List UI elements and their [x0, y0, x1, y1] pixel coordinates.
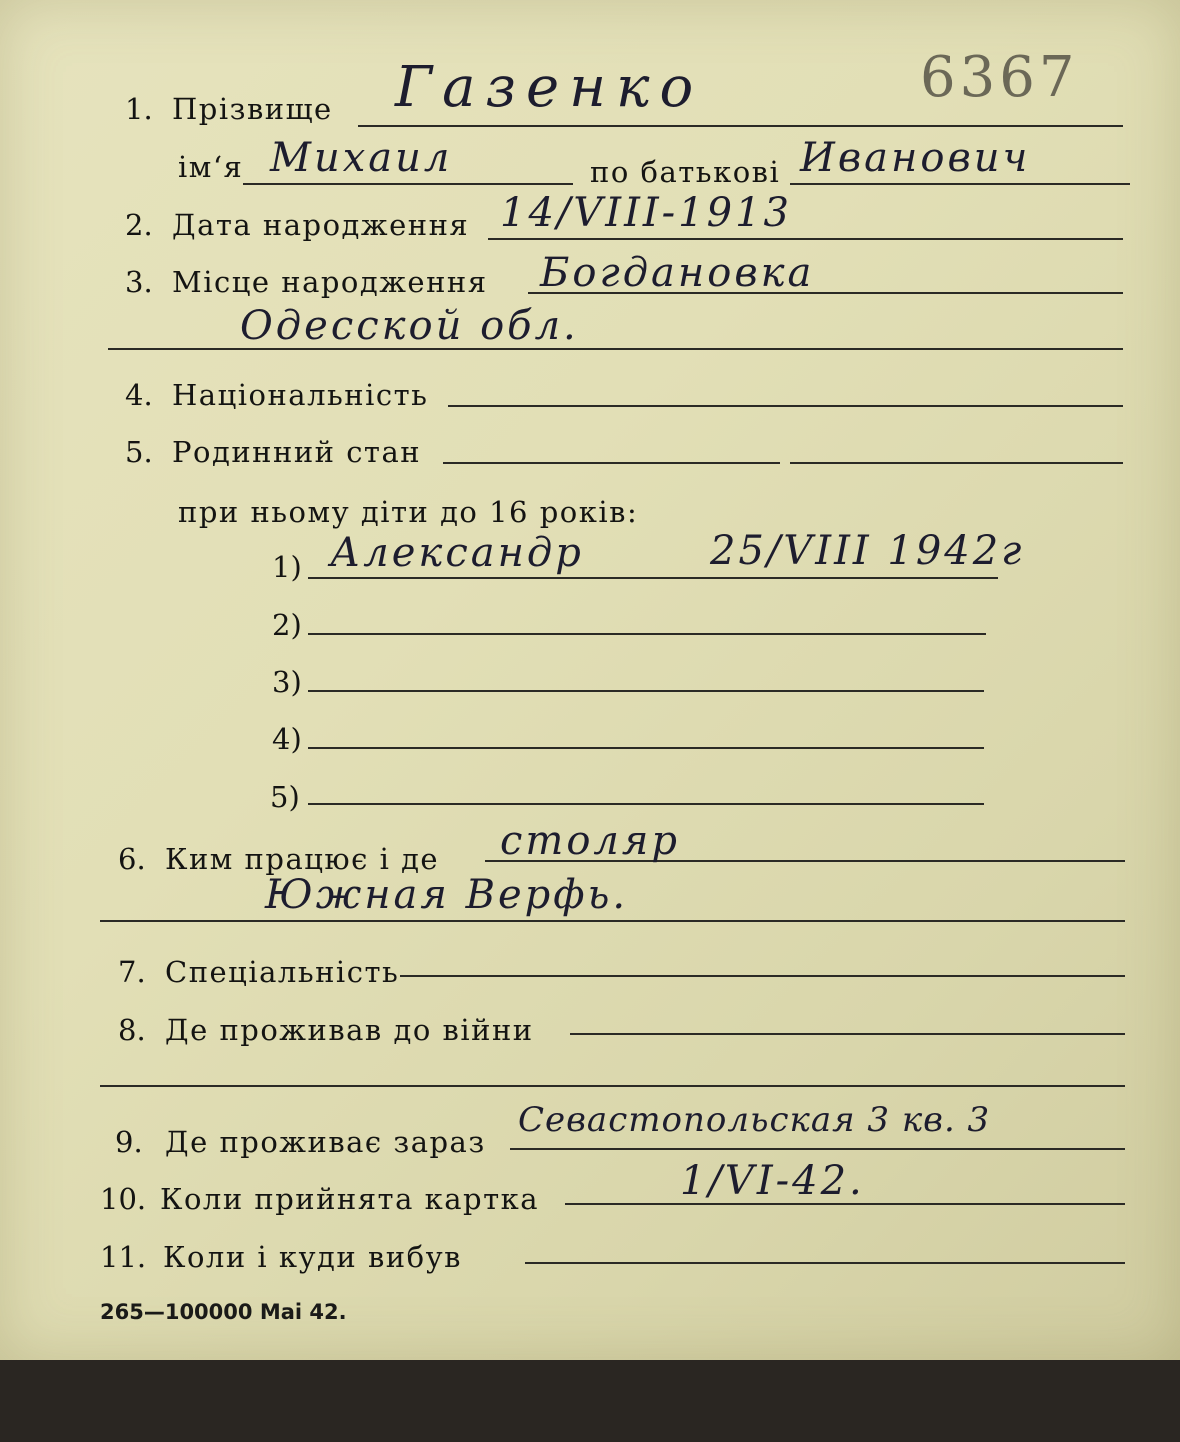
card-accepted-label: Коли прийнята картка: [160, 1182, 540, 1216]
card-accepted-value: 1/VI-42.: [680, 1158, 865, 1204]
prewar-residence-line: [570, 1033, 1125, 1035]
prewar-residence-label: Де проживав до війни: [165, 1013, 534, 1047]
family-status-label: Родинний стан: [172, 435, 422, 469]
birth-place-value: Богдановка: [540, 250, 815, 296]
first-name-value: Михаил: [270, 135, 453, 181]
field-3-number: 3.: [125, 265, 153, 299]
field-5-number: 5.: [125, 435, 153, 469]
field-10-number: 10.: [100, 1182, 147, 1216]
field-2-number: 2.: [125, 208, 153, 242]
birth-date-value: 14/VIII-1913: [500, 190, 792, 236]
departed-label: Коли і куди вибув: [163, 1240, 462, 1274]
first-name-line: [243, 183, 573, 185]
child-1-number: 1): [272, 550, 302, 584]
archive-number: 6367: [920, 45, 1079, 110]
surname-line: [358, 125, 1123, 127]
child-3-line: [308, 690, 984, 692]
speciality-label: Спеціальність: [165, 955, 400, 989]
child-1-birth-date: 25/VIII 1942г: [710, 528, 1025, 574]
field-8-number: 8.: [118, 1013, 146, 1047]
job-value-2: Южная Верфь.: [265, 872, 629, 918]
child-4-number: 4): [272, 722, 302, 756]
child-1-name: Александр: [330, 530, 584, 576]
family-status-line-b: [790, 462, 1123, 464]
prewar-residence-line-2: [100, 1085, 1125, 1087]
birth-place-value-2: Одесской обл.: [240, 303, 579, 349]
birth-date-line: [488, 238, 1123, 240]
patronymic-line: [790, 183, 1130, 185]
current-residence-line: [510, 1148, 1125, 1150]
child-2-line: [308, 633, 986, 635]
nationality-line: [448, 405, 1123, 407]
field-6-number: 6.: [118, 842, 146, 876]
child-5-line: [308, 803, 984, 805]
field-7-number: 7.: [118, 955, 146, 989]
surname-label: Прізвище: [172, 92, 333, 126]
patronymic-value: Иванович: [800, 135, 1031, 181]
job-label: Ким працює і де: [165, 842, 440, 876]
child-4-line: [308, 747, 984, 749]
child-3-number: 3): [272, 665, 302, 699]
birth-date-label: Дата народження: [172, 208, 470, 242]
first-name-label: ім‘я: [178, 150, 244, 184]
job-line-2: [100, 920, 1125, 922]
patronymic-label: по батькові: [590, 155, 781, 189]
field-4-number: 4.: [125, 378, 153, 412]
family-status-line-a: [443, 462, 780, 464]
job-value: столяр: [500, 818, 680, 864]
surname-value: Газенко: [395, 55, 704, 120]
child-5-number: 5): [270, 780, 300, 814]
current-residence-value: Севастопольская 3 кв. 3: [518, 1100, 991, 1140]
birth-place-label: Місце народження: [172, 265, 488, 299]
speciality-line: [400, 975, 1125, 977]
departed-line: [525, 1262, 1125, 1264]
field-11-number: 11.: [100, 1240, 147, 1274]
field-9-number: 9.: [115, 1125, 143, 1159]
print-mark: 265—100000 Mai 42.: [100, 1300, 347, 1324]
nationality-label: Національність: [172, 378, 429, 412]
child-2-number: 2): [272, 608, 302, 642]
children-label: при ньому діти до 16 років:: [178, 495, 639, 529]
child-1-line: [308, 577, 998, 579]
field-1-number: 1.: [125, 92, 153, 126]
current-residence-label: Де проживає зараз: [165, 1125, 486, 1159]
